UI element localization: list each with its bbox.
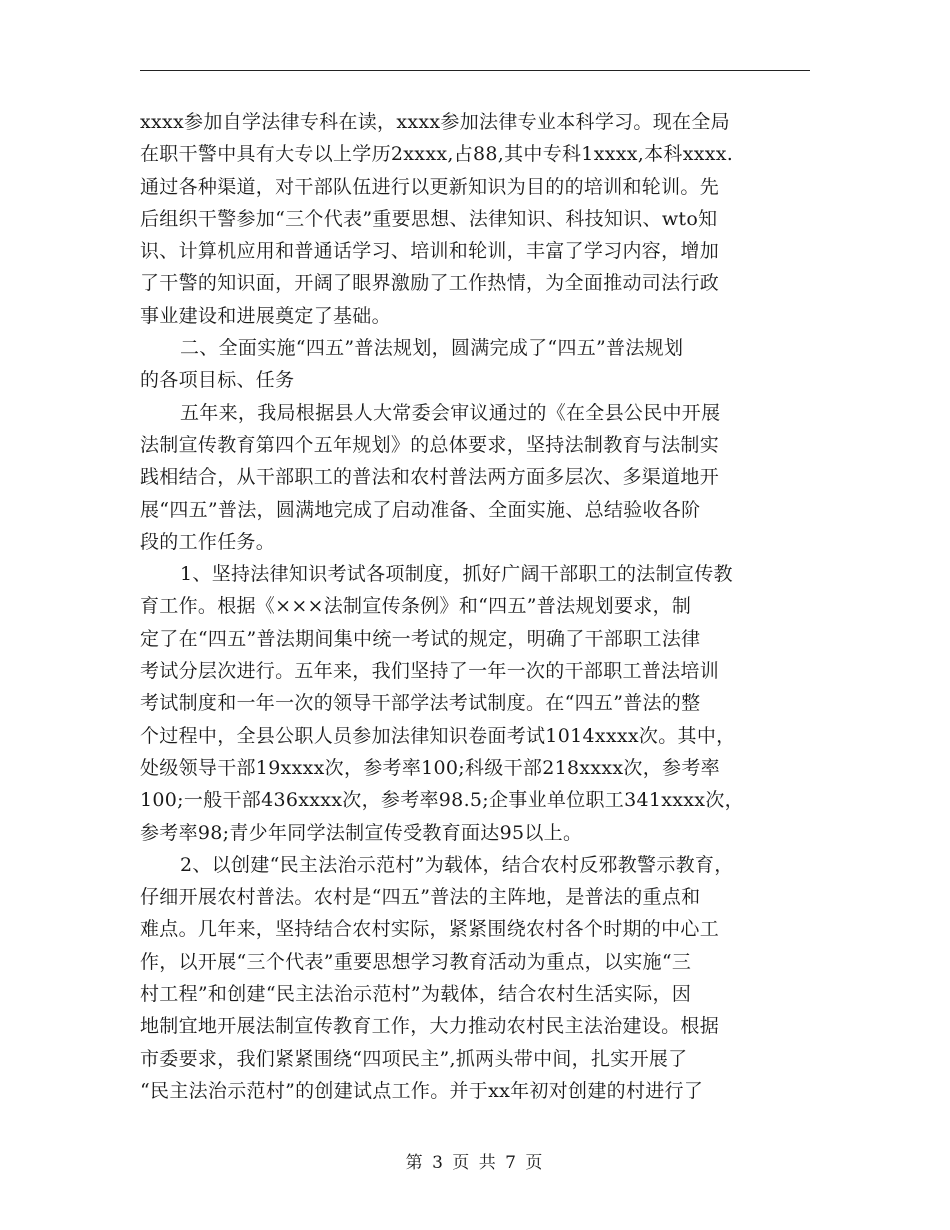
text-line: 育工作。根据《×××法制宣传条例》和“四五”普法规划要求，制	[140, 595, 692, 618]
text-line: 2、以创建“民主法治示范村”为载体，结合农村反邪教警示教育，	[180, 853, 734, 876]
text-line: 村工程”和创建“民主法治示范村”为载体，结合农村生活实际，因	[140, 983, 692, 1006]
text-line: 践相结合，从干部职工的普法和农村普法两方面多层次、多渠道地开	[140, 466, 720, 489]
header-rule	[140, 70, 810, 71]
text-line: 了干警的知识面，开阔了眼界激励了工作热情，为全面推动司法行政	[140, 272, 720, 295]
text-line: 法制宣传教育第四个五年规划》的总体要求，坚持法制教育与法制实	[140, 433, 720, 456]
text-line: 仔细开展农村普法。农村是“四五”普法的主阵地，是普法的重点和	[140, 886, 701, 909]
text-line: 作，以开展“三个代表”重要思想学习教育活动为重点，以实施“三	[140, 950, 692, 973]
text-line: 定了在“四五”普法期间集中统一考试的规定，明确了干部职工法律	[140, 627, 701, 650]
text-line: 处级领导干部19xxxx次，参考率100;科级干部218xxxx次，参考率	[140, 756, 720, 779]
text-line: 考试制度和一年一次的领导干部学法考试制度。在“四五”普法的整	[140, 692, 701, 715]
text-line: 参考率98;青少年同学法制宣传受教育面达95以上。	[140, 821, 583, 844]
text-line: 地制宜地开展法制宣传教育工作，大力推动农村民主法治建设。根据	[140, 1015, 720, 1038]
text-line: xxxx参加自学法律专科在读，xxxx参加法律专业本科学习。现在全局	[140, 111, 730, 133]
text-line: 1、坚持法律知识考试各项制度，抓好广阔干部职工的法制宣传教	[180, 563, 733, 586]
text-line: 难点。几年来，坚持结合农村实际，紧紧围绕农村各个时期的中心工	[140, 918, 720, 941]
text-line: 在职干警中具有大专以上学历2xxxx,占88,其中专科1xxxx,本科xxxx.	[140, 143, 734, 166]
text-line: 段的工作任务。	[140, 530, 276, 553]
text-line: 事业建设和进展奠定了基础。	[140, 304, 391, 327]
page-number: 第 3 页 共 7 页	[405, 1153, 545, 1173]
text-line: 100;一般干部436xxxx次，参考率98.5;企事业单位职工341xxxx次，	[140, 789, 744, 812]
document-body	[140, 106, 820, 1107]
text-line: 通过各种渠道，对干部队伍进行以更新知识为目的的培训和轮训。先	[140, 175, 720, 198]
text-line: 展“四五”普法，圆满地完成了启动准备、全面实施、总结验收各阶	[140, 498, 701, 521]
text-line: 五年来，我局根据县人大常委会审议通过的《在全县公民中开展	[180, 401, 721, 424]
text-line: 识、计算机应用和普通话学习、培训和轮训，丰富了学习内容，增加	[140, 240, 720, 263]
text-line: 个过程中，全县公职人员参加法律知识卷面考试1014xxxx次。其中，	[140, 724, 736, 747]
text-line: 后组织干警参加“三个代表”重要思想、法律知识、科技知识、wto知	[140, 207, 718, 230]
text-line: 二、全面实施“四五”普法规划，圆满完成了“四五”普法规划	[180, 337, 684, 360]
text-line: 考试分层次进行。五年来，我们坚持了一年一次的干部职工普法培训	[140, 660, 720, 683]
text-line: “民主法治示范村”的创建试点工作。并于xx年初对创建的村进行了	[140, 1079, 704, 1102]
text-line: 的各项目标、任务	[140, 369, 295, 392]
text-line: 市委要求，我们紧紧围绕“四项民主”,抓两头带中间，扎实开展了	[140, 1047, 688, 1070]
